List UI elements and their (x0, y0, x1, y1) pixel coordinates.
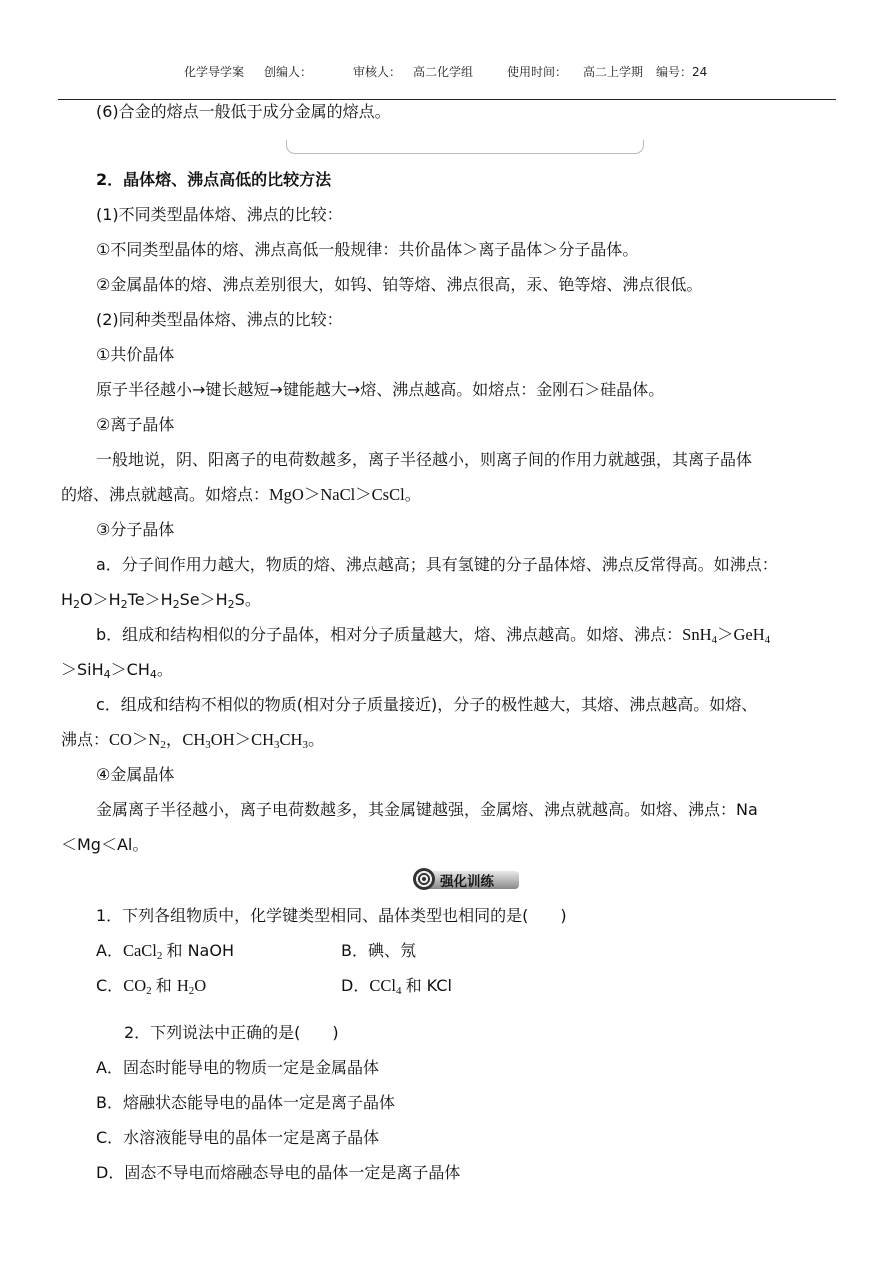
option-a-label: A． (96, 941, 123, 960)
ionic-text-2-end: 。 (404, 485, 421, 504)
rule-1: ①不同类型晶体的熔、沸点高低一般规律：共价晶体＞离子晶体＞分子晶体。 (96, 240, 639, 259)
ionic-text-1: 一般地说，阴、阳离子的电荷数越多，离子半径越小，则离子间的作用力就越强，其离子晶体 (96, 450, 753, 469)
molecular-c-line-2: 沸点：$CO>N_2$，$CH_3OH>CH_3CH_3$。 (61, 730, 325, 751)
sub-heading-2: (2)同种类型晶体熔、沸点的比较： (96, 310, 343, 329)
header-time: 高二上学期 (583, 65, 644, 79)
molecular-b-text: b．组成和结构相似的分子晶体，相对分子质量越大，熔、沸点越高。如熔、沸点： (96, 625, 683, 644)
ionic-title: ②离子晶体 (96, 415, 175, 434)
header-reviewer-label: 审核人： (353, 65, 402, 79)
ionic-text-2-pre: 的熔、沸点就越高。如熔点： (61, 485, 270, 504)
molecular-b-formula: $>SiH_4>CH_4$。 (61, 660, 173, 681)
molecular-a-formula: $H_2O>H_2Te>H_2Se>H_2S$。 (61, 590, 261, 611)
question-2-stem: 2．下列说法中正确的是( ) (124, 1023, 339, 1042)
question-2-option-d: D．固态不导电而熔融态导电的晶体一定是离子晶体 (96, 1163, 461, 1182)
question-1-option-a: A．CaCl$_2$ 和 NaOH (96, 941, 234, 962)
sub-heading-1: (1)不同类型晶体熔、沸点的比较： (96, 205, 343, 224)
header-time-label: 使用时间： (507, 65, 568, 79)
option-d-text: 和 KCl (405, 976, 452, 995)
option-c-label: C． (96, 976, 124, 995)
metal-title: ④金属晶体 (96, 765, 175, 784)
ionic-formula: MgO＞NaCl＞CsCl (269, 485, 405, 504)
covalent-text: 原子半径越小→键长越短→键能越大→熔、沸点越高。如熔点：金刚石＞硅晶体。 (96, 380, 665, 399)
item-6: (6)合金的熔点一般低于成分金属的熔点。 (96, 102, 391, 121)
header-doc-type: 化学导学案 (184, 65, 245, 79)
target-icon (413, 868, 435, 890)
header-reviewer: 高二化学组 (413, 65, 474, 79)
question-1-stem: 1．下列各组物质中，化学键类型相同、晶体类型也相同的是( ) (96, 906, 567, 925)
molecular-a-line-1: a．分子间作用力越大，物质的熔、沸点越高；具有氢键的分子晶体熔、沸点反常得高。如沸点： (96, 555, 778, 574)
rule-2: ②金属晶体的熔、沸点差别很大，如钨、铂等熔、沸点很高，汞、铯等熔、沸点很低。 (96, 275, 703, 294)
question-2-option-a: A．固态时能导电的物质一定是金属晶体 (96, 1058, 379, 1077)
option-d-label: D． (341, 976, 370, 995)
question-1-option-b: B．碘、氖 (341, 941, 416, 960)
metal-text-1: 金属离子半径越小，离子电荷数越多，其金属键越强，金属熔、沸点就越高。如熔、沸点：Na (96, 800, 758, 819)
header-rule (58, 99, 836, 100)
question-1-option-d: D．CCl$_4$ 和 KCl (341, 976, 452, 997)
header-number: 编号：24 (656, 65, 708, 79)
question-1-option-c: C．$CO_2$ 和 $H_2O$ (96, 976, 207, 997)
question-2-option-c: C．水溶液能导电的晶体一定是离子晶体 (96, 1128, 380, 1147)
metal-text-2: ＜Mg＜Al。 (61, 835, 149, 854)
practice-badge (413, 868, 519, 892)
option-a-text: 和 NaOH (166, 941, 234, 960)
molecular-c-line-1: c．组成和结构不相似的物质(相对分子质量接近)，分子的极性越大，其熔、沸点越高。如熔、 (96, 695, 758, 714)
molecular-b-line-1: b．组成和结构相似的分子晶体，相对分子质量越大，熔、沸点越高。如熔、沸点：SnH$_4$＞GeH$_4$ (96, 625, 771, 646)
header-author-label: 创编人： (264, 65, 313, 79)
molecular-title: ③分子晶体 (96, 520, 175, 539)
question-2-option-b: B．熔融状态能导电的晶体一定是离子晶体 (96, 1093, 395, 1112)
covalent-title: ①共价晶体 (96, 345, 175, 364)
section-2-title: 2．晶体熔、沸点高低的比较方法 (96, 170, 332, 189)
ionic-text-2 (61, 485, 421, 505)
divider-tab (286, 140, 644, 154)
option-c-text: 和 (155, 976, 177, 995)
page-header (0, 63, 893, 85)
badge-label: 强化训练 (440, 874, 494, 890)
molecular-c-text: 沸点： (61, 730, 110, 749)
